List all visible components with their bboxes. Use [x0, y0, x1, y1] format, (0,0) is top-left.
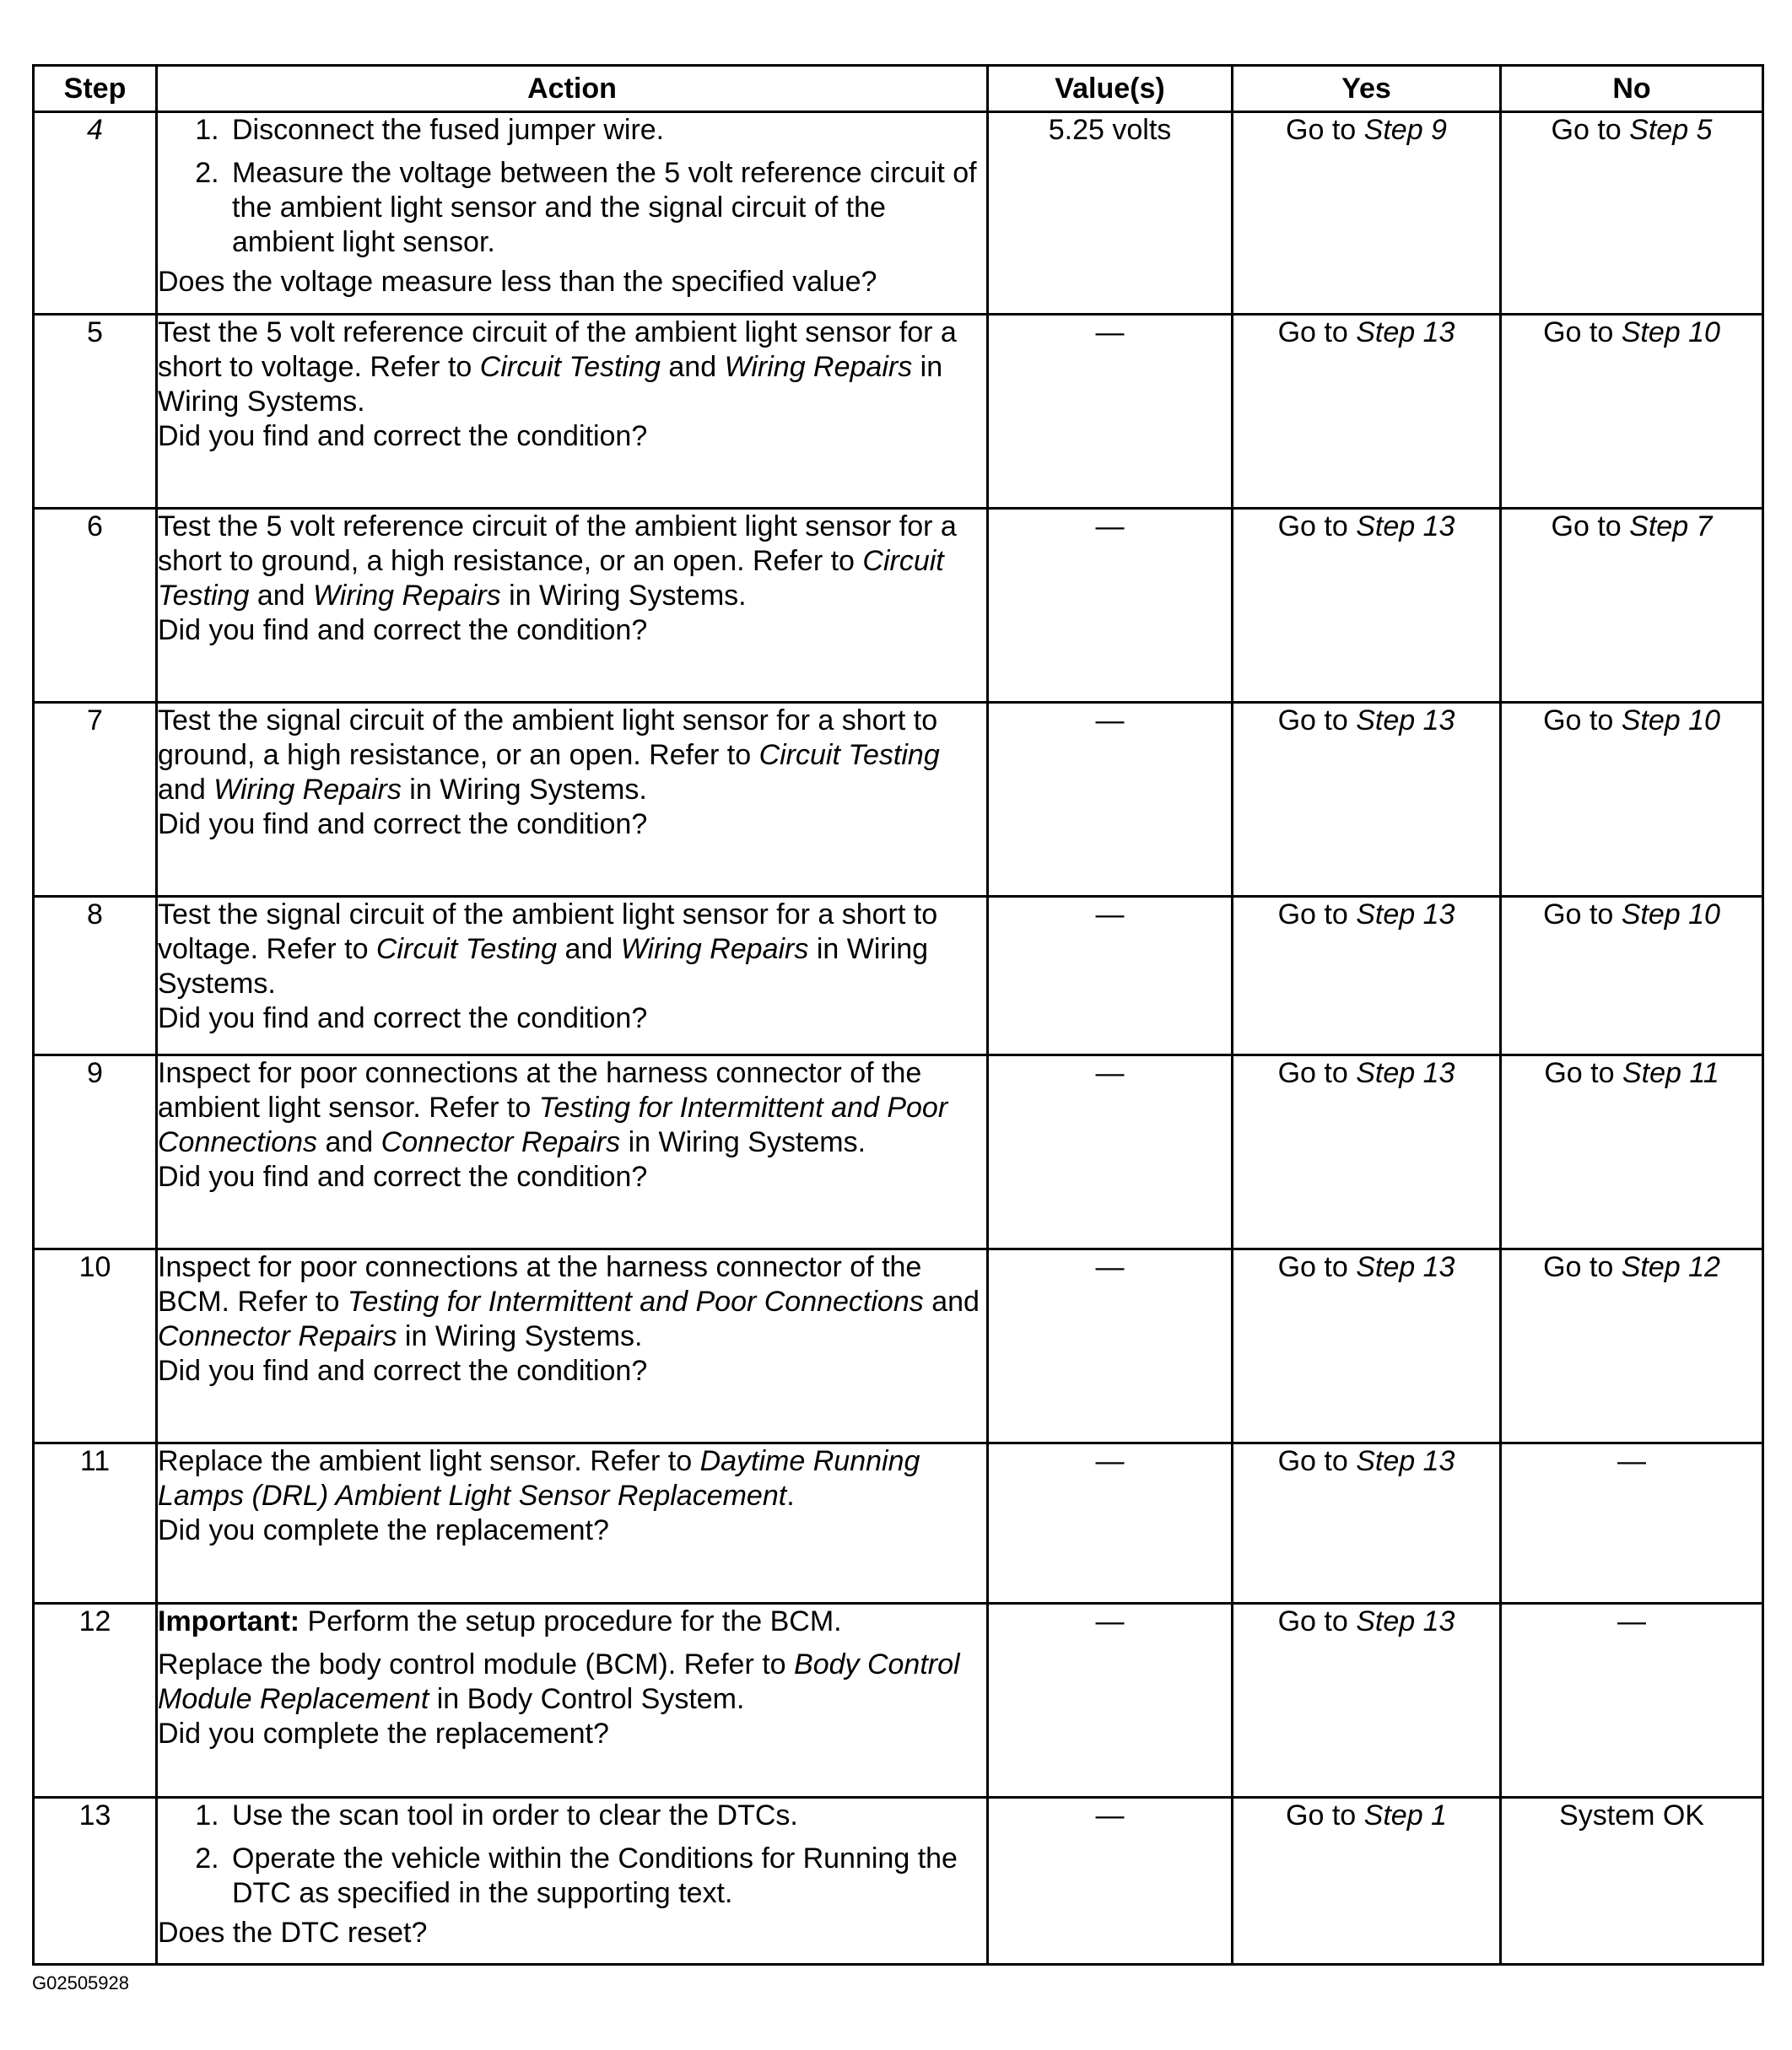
important-note: Important: Perform the setup procedure for the BCM. — [158, 1605, 842, 1637]
value-cell: — — [988, 1604, 1233, 1798]
no-cell: — — [1501, 1443, 1763, 1604]
action-text: Replace the ambient light sensor. Refer to Daytime Running Lamps (DRL) Ambient Light Sensor Replacement. — [158, 1445, 920, 1512]
list-item: 2. Measure the voltage between the 5 volt reference circuit of the ambient light sensor and the signal circuit of the ambient light sensor. — [227, 156, 986, 260]
action-question: Did you find and correct the condition? — [158, 614, 648, 646]
diagnostic-table — [32, 64, 1764, 1966]
table-row — [34, 509, 1763, 703]
step-cell: 7 — [34, 703, 157, 897]
yes-cell: Go to Step 13 — [1233, 703, 1501, 897]
action-cell — [157, 703, 988, 897]
action-question: Did you complete the replacement? — [158, 1718, 609, 1750]
list-item: 1. Disconnect the fused jumper wire. — [227, 113, 986, 148]
step-cell: 8 — [34, 897, 157, 1055]
action-question: Did you find and correct the condition? — [158, 420, 648, 452]
action-cell — [157, 1055, 988, 1249]
value-cell: — — [988, 1443, 1233, 1604]
action-cell — [157, 1798, 988, 1965]
no-cell: Go to Step 12 — [1501, 1249, 1763, 1443]
header-step: Step — [34, 66, 157, 112]
action-cell — [157, 112, 988, 315]
no-cell: System OK — [1501, 1798, 1763, 1965]
action-cell — [157, 1443, 988, 1604]
action-text: Test the 5 volt reference circuit of the ambient light sensor for a short to ground, a high resistance, or an open. Refer to Circuit Testing and Wiring Repairs in Wiring Systems. — [158, 510, 957, 612]
action-text: Inspect for poor connections at the harness connector of the ambient light sensor. Refer to Testing for Intermittent and Poor Connections and Connector Repairs in Wiring Systems. — [158, 1057, 948, 1158]
step-cell: 4 — [34, 112, 157, 315]
header-row — [34, 66, 1763, 112]
table-row — [34, 703, 1763, 897]
step-cell: 5 — [34, 315, 157, 509]
no-cell: Go to Step 10 — [1501, 703, 1763, 897]
table-row — [34, 1055, 1763, 1249]
list-item: 2. Operate the vehicle within the Conditions for Running the DTC as specified in the supporting text. — [227, 1842, 986, 1911]
action-question: Did you find and correct the condition? — [158, 1355, 648, 1387]
no-cell: Go to Step 7 — [1501, 509, 1763, 703]
header-no: No — [1501, 66, 1763, 112]
yes-cell: Go to Step 13 — [1233, 1443, 1501, 1604]
yes-cell: Go to Step 13 — [1233, 897, 1501, 1055]
yes-cell: Go to Step 9 — [1233, 112, 1501, 315]
list-item: 1. Use the scan tool in order to clear the DTCs. — [227, 1799, 986, 1833]
yes-cell: Go to Step 13 — [1233, 1055, 1501, 1249]
table-row — [34, 897, 1763, 1055]
no-cell: Go to Step 5 — [1501, 112, 1763, 315]
table-row — [34, 315, 1763, 509]
table-row — [34, 112, 1763, 315]
value-cell: — — [988, 1798, 1233, 1965]
value-cell: — — [988, 703, 1233, 897]
action-text: Inspect for poor connections at the harness connector of the BCM. Refer to Testing for Intermittent and Poor Connections and Connector Repairs in Wiring Systems. — [158, 1251, 980, 1352]
action-list — [158, 1799, 986, 1916]
no-cell: — — [1501, 1604, 1763, 1798]
value-cell: — — [988, 315, 1233, 509]
table-row — [34, 1798, 1763, 1965]
yes-cell: Go to Step 13 — [1233, 1604, 1501, 1798]
step-cell: 12 — [34, 1604, 157, 1798]
step-cell: 6 — [34, 509, 157, 703]
step-cell: 13 — [34, 1798, 157, 1965]
action-text: Test the 5 volt reference circuit of the ambient light sensor for a short to voltage. Refer to Circuit Testing and Wiring Repairs in Wiring Systems. — [158, 316, 957, 418]
action-question: Did you find and correct the condition? — [158, 1002, 648, 1034]
table-row — [34, 1604, 1763, 1798]
action-question: Did you find and correct the condition? — [158, 808, 648, 840]
header-yes: Yes — [1233, 66, 1501, 112]
step-cell: 11 — [34, 1443, 157, 1604]
table-row — [34, 1443, 1763, 1604]
table-row — [34, 1249, 1763, 1443]
action-list — [158, 113, 986, 265]
action-text: Test the signal circuit of the ambient light sensor for a short to voltage. Refer to Circuit Testing and Wiring Repairs in Wiring Systems. — [158, 898, 938, 1000]
header-action: Action — [157, 66, 988, 112]
no-cell: Go to Step 10 — [1501, 897, 1763, 1055]
step-cell: 9 — [34, 1055, 157, 1249]
value-cell: — — [988, 897, 1233, 1055]
action-cell — [157, 315, 988, 509]
action-text: Replace the body control module (BCM). Refer to Body Control Module Replacement in Body Control System. — [158, 1648, 960, 1715]
action-question: Does the voltage measure less than the specified value? — [158, 266, 877, 298]
action-text: Test the signal circuit of the ambient light sensor for a short to ground, a high resistance, or an open. Refer to Circuit Testing and Wiring Repairs in Wiring Systems. — [158, 704, 940, 806]
figure-id: G02505928 — [32, 1972, 129, 1993]
no-cell: Go to Step 10 — [1501, 315, 1763, 509]
action-question: Does the DTC reset? — [158, 1917, 428, 1949]
action-cell — [157, 1604, 988, 1798]
no-cell: Go to Step 11 — [1501, 1055, 1763, 1249]
yes-cell: Go to Step 13 — [1233, 315, 1501, 509]
value-cell: — — [988, 509, 1233, 703]
action-cell — [157, 1249, 988, 1443]
action-cell — [157, 897, 988, 1055]
header-values: Value(s) — [988, 66, 1233, 112]
action-question: Did you complete the replacement? — [158, 1514, 609, 1546]
value-cell: 5.25 volts — [988, 112, 1233, 315]
yes-cell: Go to Step 13 — [1233, 1249, 1501, 1443]
step-cell: 10 — [34, 1249, 157, 1443]
yes-cell: Go to Step 1 — [1233, 1798, 1501, 1965]
action-question: Did you find and correct the condition? — [158, 1161, 648, 1193]
value-cell: — — [988, 1055, 1233, 1249]
value-cell: — — [988, 1249, 1233, 1443]
action-cell — [157, 509, 988, 703]
yes-cell: Go to Step 13 — [1233, 509, 1501, 703]
